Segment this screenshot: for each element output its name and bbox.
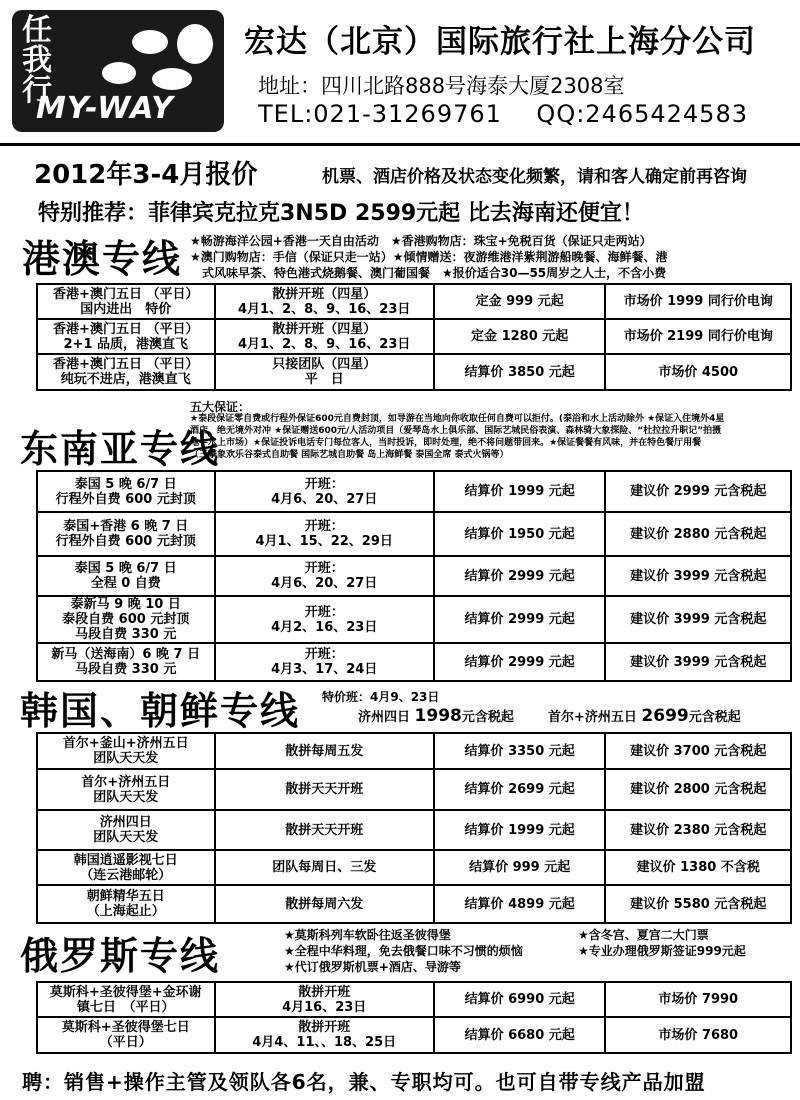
feature-line: ★专业办理俄罗斯签证999元起	[578, 944, 746, 958]
departure-cell: 散拼天天开班	[215, 810, 434, 850]
departure-cell: 散拼开班 4月4、11、、18、25日	[215, 1017, 434, 1053]
company-contact	[258, 100, 748, 128]
footprint-icon	[152, 68, 192, 90]
table-row	[37, 284, 791, 319]
table-row	[37, 1017, 791, 1053]
route-cell: 首尔+济州五日 团队天天发	[37, 769, 215, 810]
quote-period: 2012年3-4月报价	[34, 160, 258, 190]
route-cell: 香港+澳门五日 （平日） 纯玩不进店，港澳直飞	[37, 354, 215, 390]
hk-price-table	[36, 283, 792, 391]
route-cell: 朝鲜精华五日 （上海起止）	[37, 885, 215, 923]
market-price-cell: 建议价 1380 不含税	[605, 850, 791, 885]
table-row	[37, 596, 791, 643]
market-price-cell: 建议价 3700 元含税起	[605, 733, 791, 769]
russia-features-left	[284, 927, 523, 975]
korea-price-table	[36, 732, 792, 924]
korea-offer-seoul-jeju: 首尔+济州五日 2699元含税起	[548, 706, 741, 726]
departure-cell: 散拼天天开班	[215, 769, 434, 810]
company-tel: TEL:021-31269761	[258, 100, 502, 128]
route-cell: 香港+澳门五日 （平日） 国内进出 特价	[37, 284, 215, 319]
market-price-cell: 市场价 7990	[605, 982, 791, 1017]
feature-line: 式风味早茶、特色港式烧鹅餐、澳门葡国餐 ★报价适合30—55周岁之人士，不含小费	[190, 266, 667, 280]
feature-line: ★莫斯科列车软卧往返圣彼得堡	[284, 928, 451, 942]
departure-cell: 散拼开班（四星） 4月1、2、8、9、16、23日	[215, 319, 434, 354]
market-price-cell: 建议价 3999 元含税起	[605, 596, 791, 643]
price-cell: 结算价 2699 元起	[434, 769, 606, 810]
route-cell: 泰国+香港 6 晚 7 日 行程外自费 600 元封顶	[37, 512, 215, 556]
price-cell: 结算价 2999 元起	[434, 643, 606, 681]
route-cell: 新马（送海南）6 晚 7 日 马段自费 330 元	[37, 643, 215, 681]
route-cell: 香港+澳门五日 （平日） 2+1 品质，港澳直飞	[37, 319, 215, 354]
footprint-icon	[177, 24, 213, 64]
price-cell: 结算价 6990 元起	[434, 982, 606, 1017]
table-row	[37, 354, 791, 390]
route-cell: 济州四日 团队天天发	[37, 810, 215, 850]
departure-cell: 散拼每周五发	[215, 733, 434, 769]
table-row	[37, 319, 791, 354]
section-title-southeast-asia: 东南亚专线	[20, 427, 221, 471]
feature-line: ★全程中华料理，免去俄餐口味不习惯的烦恼	[284, 944, 523, 958]
logo-char: 任	[22, 13, 52, 48]
logo-char: 行	[22, 73, 52, 108]
price-cell: 结算价 3850 元起	[434, 354, 606, 390]
departure-cell: 团队每周日、三发	[215, 850, 434, 885]
recruitment-notice: 聘：销售+操作主管及领队各6名，兼、专职均可。也可自带专线产品加盟	[22, 1070, 706, 1094]
sea-guarantee-details	[190, 413, 790, 461]
company-address: 地址：四川北路888号海泰大厦2308室	[258, 74, 625, 98]
departure-cell: 散拼每周六发	[215, 885, 434, 923]
price-cell: 结算价 6680 元起	[434, 1017, 606, 1053]
price-cell: 结算价 1999 元起	[434, 810, 606, 850]
table-row	[37, 643, 791, 681]
market-price-cell: 市场价 2199 同行价电询	[605, 319, 791, 354]
price-note: 机票、酒店价格及状态变化频繁，请和客人确定前再咨询	[322, 167, 747, 187]
russia-price-table	[36, 981, 792, 1054]
price-cell: 定金 999 元起	[434, 284, 606, 319]
table-row	[37, 850, 791, 885]
korea-offer-jeju: 济州四日 1998元含税起	[358, 706, 514, 726]
price-cell: 结算价 3350 元起	[434, 733, 606, 769]
departure-cell: 开班： 4月1、15、22、29日	[215, 512, 434, 556]
sea-price-table	[36, 470, 792, 682]
route-cell: 泰新马 9 晚 10 日 泰段自费 600 元封顶 马段自费 330 元	[37, 596, 215, 643]
table-row	[37, 556, 791, 596]
table-row	[37, 982, 791, 1017]
section-title-korea: 韩国、朝鲜专线	[20, 689, 301, 733]
market-price-cell: 市场价 1999 同行价电询	[605, 284, 791, 319]
section-title-russia: 俄罗斯专线	[20, 934, 221, 978]
feature-line: ★含冬宫、夏宫二大门票	[578, 928, 709, 942]
departure-cell: 开班： 4月2、16、23日	[215, 596, 434, 643]
route-cell: 首尔+釜山+济州五日 团队天天发	[37, 733, 215, 769]
footprint-icon	[102, 62, 136, 84]
market-price-cell: 建议价 5580 元含税起	[605, 885, 791, 923]
price-cell: 结算价 1999 元起	[434, 471, 606, 512]
logo-english: MY-WAY	[36, 91, 174, 126]
section-title-hk-macau: 港澳专线	[22, 237, 183, 281]
fine-line: 酒店，绝无境外对冲 ★保证赠送600元/人活动项目（爱琴岛水上俱乐部、国际艺城民俗表演、森林骑大象探险、“杜拉拉升职记”拍摄	[190, 426, 722, 436]
market-price-cell: 建议价 2999 元含税起	[605, 471, 791, 512]
route-cell: 莫斯科+圣彼得堡+金环谢 镇七日 （平日）	[37, 982, 215, 1017]
sea-guarantee-label: 五大保证：	[190, 400, 251, 414]
feature-line: ★代订俄罗斯机票+酒店、导游等	[284, 960, 461, 974]
table-row	[37, 810, 791, 850]
market-price-cell: 建议价 3999 元含税起	[605, 556, 791, 596]
table-row	[37, 885, 791, 923]
price-cell: 结算价 2999 元起	[434, 556, 606, 596]
logo	[12, 10, 224, 132]
departure-cell: 散拼开班（四星） 4月1、2、8、9、16、23日	[215, 284, 434, 319]
company-qq: QQ:2465424583	[536, 100, 748, 128]
logo-char: 我	[22, 43, 52, 78]
price-cell: 结算价 1950 元起	[434, 512, 606, 556]
table-row	[37, 471, 791, 512]
departure-cell: 散拼开班 4月16、23日	[215, 982, 434, 1017]
table-row	[37, 512, 791, 556]
market-price-cell: 建议价 2800 元含税起	[605, 769, 791, 810]
price-cell: 结算价 4899 元起	[434, 885, 606, 923]
route-cell: 泰国 5 晚 6/7 日 行程外自费 600 元封顶	[37, 471, 215, 512]
departure-cell: 开班： 4月3、17、24日	[215, 643, 434, 681]
korea-special-dates: 特价班：4月9、23日	[322, 690, 440, 704]
price-cell: 结算价 2999 元起	[434, 596, 606, 643]
departure-cell: 开班： 4月6、20、27日	[215, 471, 434, 512]
departure-cell: 开班： 4月6、20、27日	[215, 556, 434, 596]
fine-line: 地—水上市场）★保证投诉电话专门每位客人，当时投诉，即时处理，绝不将问题带回来。★保证餐餐有风味，并在特色餐厅用餐	[190, 438, 702, 448]
route-cell: 泰国 5 晚 6/7 日 全程 0 自费	[37, 556, 215, 596]
footprint-icon	[132, 30, 168, 54]
market-price-cell: 建议价 2880 元含税起	[605, 512, 791, 556]
market-price-cell: 建议价 2380 元含税起	[605, 810, 791, 850]
feature-line: ★畅游海洋公园+香港一天自由活动 ★香港购物店：珠宝+免税百货（保证只走两站）	[190, 234, 652, 248]
price-cell: 定金 1280 元起	[434, 319, 606, 354]
departure-cell: 只接团队（四星） 平 日	[215, 354, 434, 390]
route-cell: 韩国逍遥影视七日 （连云港邮轮）	[37, 850, 215, 885]
market-price-cell: 建议价 3999 元含税起	[605, 643, 791, 681]
market-price-cell: 市场价 7680	[605, 1017, 791, 1053]
market-price-cell: 市场价 4500	[605, 354, 791, 390]
fine-line: （三攀象欢乐谷泰式自助餐 国际艺城自助餐 岛上海鲜餐 泰国全席 泰式火锅等）	[190, 450, 509, 460]
table-row	[37, 769, 791, 810]
feature-line: ★澳门购物店：手信（保证只走一站）★倾情赠送：夜游维港洋紫荆游船晚餐、海鲜餐、港	[190, 250, 668, 264]
company-name: 宏达（北京）国际旅行社上海分公司	[244, 24, 756, 60]
hk-features	[190, 233, 668, 281]
fine-line: ★泰段保证零自费或行程外保证600元自费封顶，如导游在当地向你收取任何自费可以拒付。(泰浴和水上活动除外 ★保证入住境外4星	[190, 414, 725, 424]
price-cell: 结算价 999 元起	[434, 850, 606, 885]
special-recommendation: 特别推荐：菲律宾克拉克3N5D 2599元起 比去海南还便宜！	[38, 201, 644, 226]
header-divider	[0, 143, 800, 146]
route-cell: 莫斯科+圣彼得堡七日 （平日）	[37, 1017, 215, 1053]
table-row	[37, 733, 791, 769]
russia-features-right	[578, 927, 746, 959]
